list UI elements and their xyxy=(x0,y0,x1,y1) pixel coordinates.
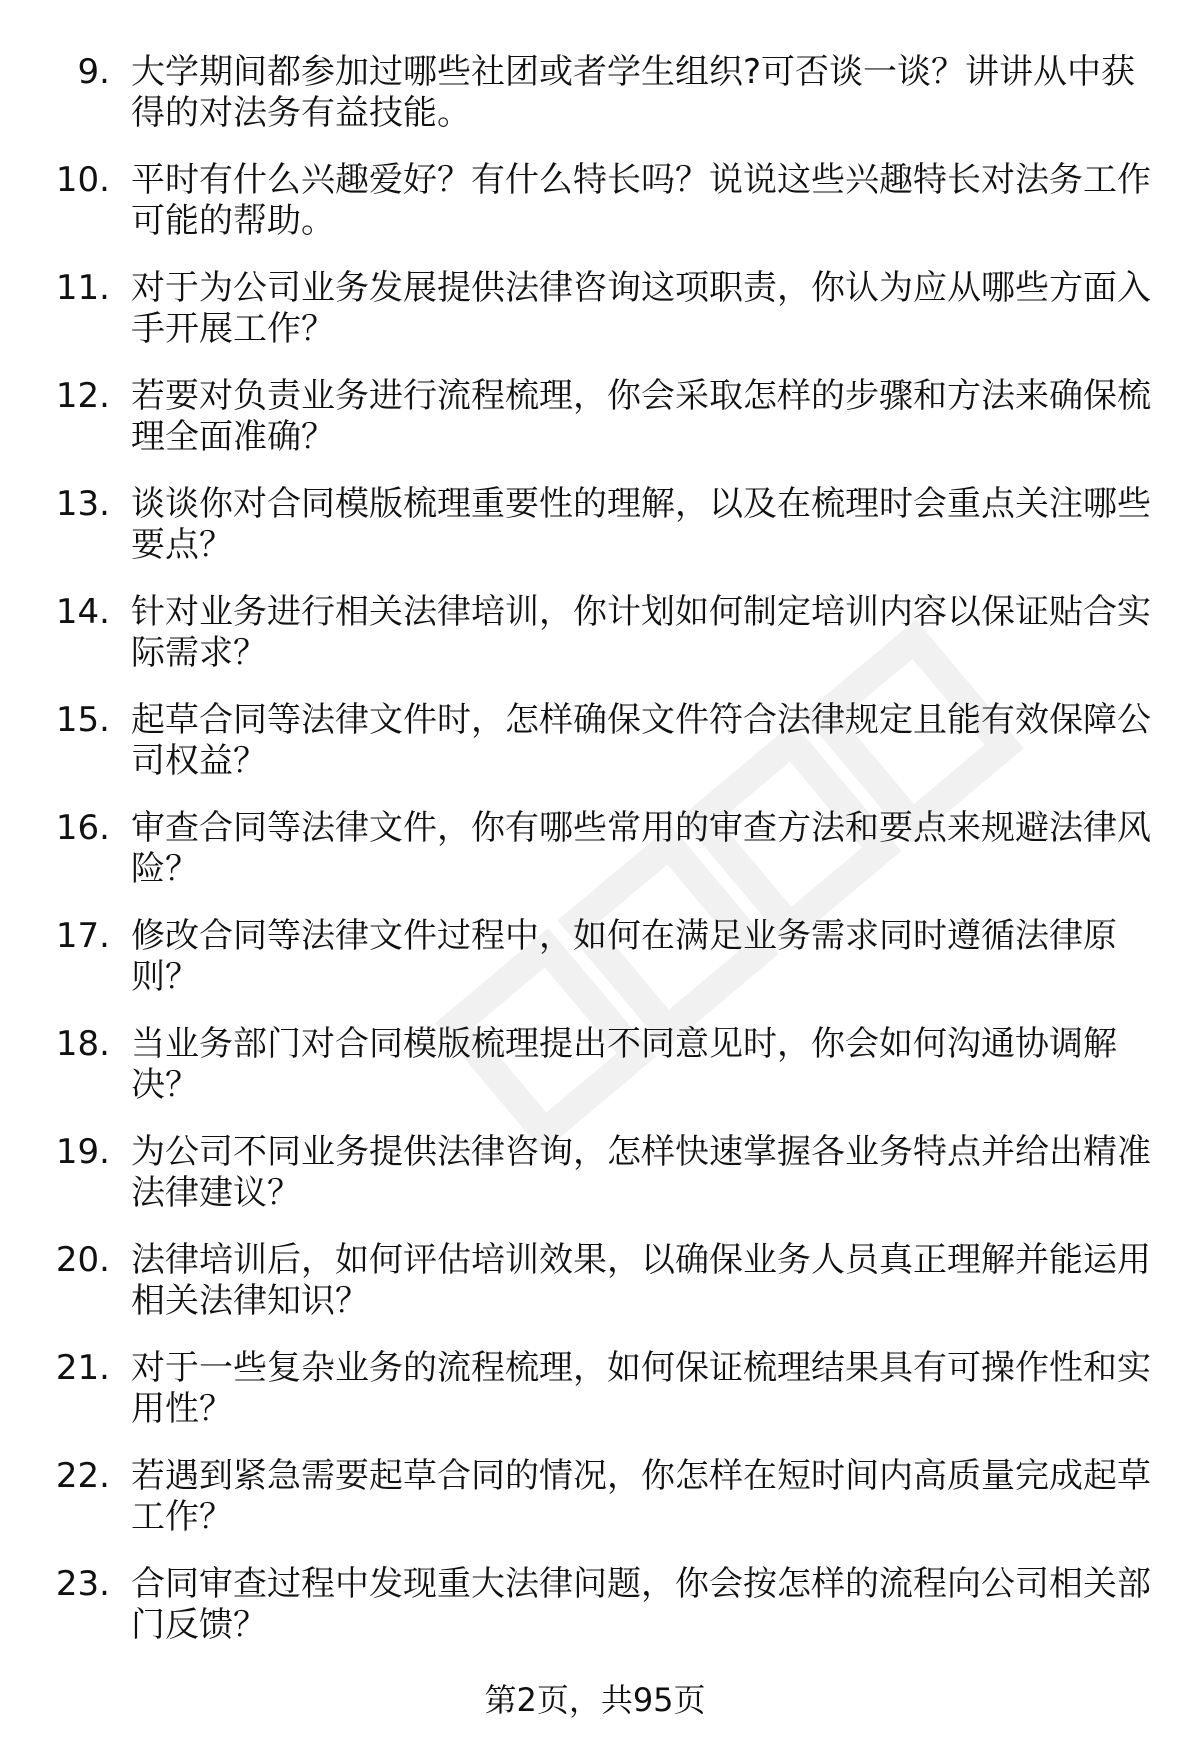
question-number: 15. xyxy=(55,700,110,740)
question-item xyxy=(0,376,1190,484)
question-text: 为公司不同业务提供法律咨询，怎样快速掌握各业务特点并给出精准法律建议？ xyxy=(131,1132,1151,1213)
question-text: 修改合同等法律文件过程中，如何在满足业务需求同时遵循法律原则？ xyxy=(131,916,1117,997)
question-text: 当业务部门对合同模版梳理提出不同意见时，你会如何沟通协调解决？ xyxy=(131,1024,1117,1105)
question-number: 18. xyxy=(55,1024,110,1064)
question-text: 针对业务进行相关法律培训，你计划如何制定培训内容以保证贴合实际需求？ xyxy=(131,592,1151,673)
question-number: 9. xyxy=(77,52,110,92)
question-item xyxy=(0,700,1190,808)
question-number: 13. xyxy=(55,484,110,524)
question-text: 谈谈你对合同模版梳理重要性的理解，以及在梳理时会重点关注哪些要点？ xyxy=(131,484,1151,565)
question-number: 19. xyxy=(55,1132,110,1172)
question-number: 17. xyxy=(55,916,110,956)
question-item xyxy=(0,484,1190,592)
question-number: 10. xyxy=(55,160,110,200)
question-text: 合同审查过程中发现重大法律问题，你会按怎样的流程向公司相关部门反馈？ xyxy=(131,1564,1151,1645)
question-number: 20. xyxy=(55,1240,110,1280)
question-item xyxy=(0,1564,1190,1672)
question-text: 平时有什么兴趣爱好？有什么特长吗？说说这些兴趣特长对法务工作可能的帮助。 xyxy=(131,160,1151,241)
question-item xyxy=(0,1348,1190,1456)
question-item xyxy=(0,1240,1190,1348)
question-number: 23. xyxy=(55,1564,110,1604)
question-text: 若要对负责业务进行流程梳理，你会采取怎样的步骤和方法来确保梳理全面准确？ xyxy=(131,376,1151,457)
question-text: 对于为公司业务发展提供法律咨询这项职责，你认为应从哪些方面入手开展工作？ xyxy=(131,268,1151,349)
question-text: 大学期间都参加过哪些社团或者学生组织?可否谈一谈？讲讲从中获得的对法务有益技能。 xyxy=(131,52,1136,133)
question-text: 法律培训后，如何评估培训效果，以确保业务人员真正理解并能运用相关法律知识？ xyxy=(131,1240,1151,1321)
question-item xyxy=(0,808,1190,916)
question-number: 14. xyxy=(55,592,110,632)
question-text: 对于一些复杂业务的流程梳理，如何保证梳理结果具有可操作性和实用性？ xyxy=(131,1348,1151,1429)
question-text: 若遇到紧急需要起草合同的情况，你怎样在短时间内高质量完成起草工作？ xyxy=(131,1456,1151,1537)
question-item xyxy=(0,1132,1190,1240)
question-number: 16. xyxy=(55,808,110,848)
question-item xyxy=(0,52,1190,160)
question-item xyxy=(0,592,1190,700)
question-number: 11. xyxy=(55,268,110,308)
question-number: 22. xyxy=(55,1456,110,1496)
question-item xyxy=(0,1456,1190,1564)
question-item xyxy=(0,268,1190,376)
question-text: 起草合同等法律文件时，怎样确保文件符合法律规定且能有效保障公司权益？ xyxy=(131,700,1151,781)
question-list xyxy=(0,52,1190,1672)
question-item xyxy=(0,916,1190,1024)
question-number: 21. xyxy=(55,1348,110,1388)
question-number: 12. xyxy=(55,376,110,416)
question-text: 审查合同等法律文件，你有哪些常用的审查方法和要点来规避法律风险？ xyxy=(131,808,1151,889)
page-footer: 第2页，共95页 xyxy=(484,1681,706,1719)
question-item xyxy=(0,1024,1190,1132)
question-item xyxy=(0,160,1190,268)
